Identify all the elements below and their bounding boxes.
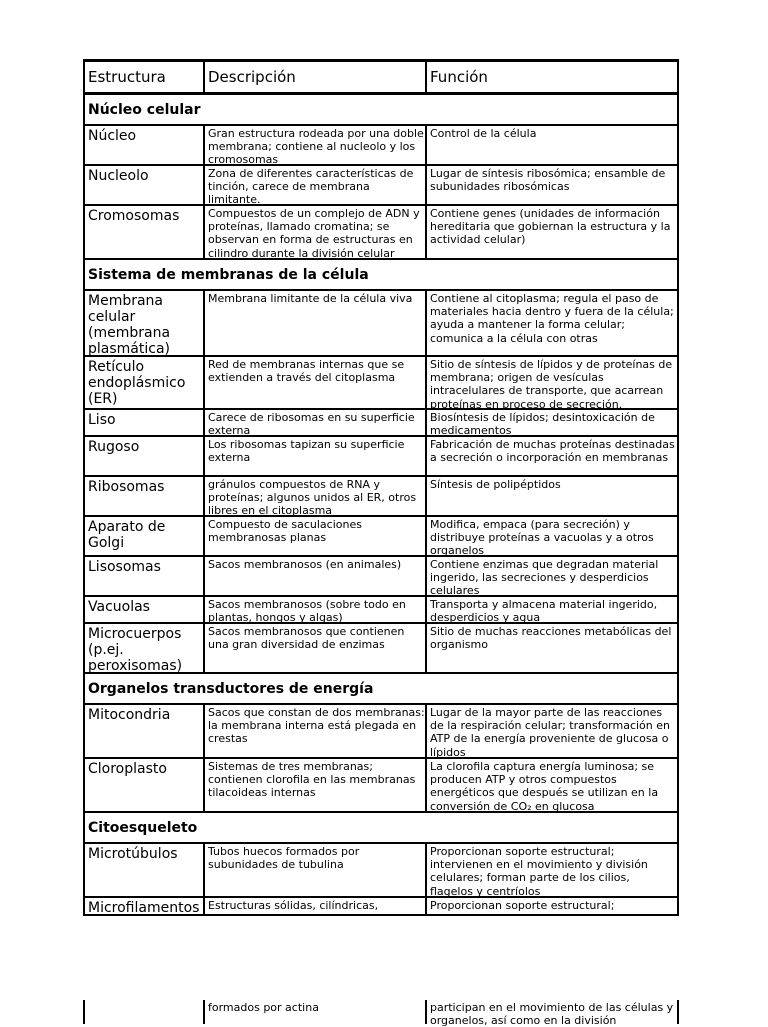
structure-cell: Cromosomas — [85, 206, 205, 258]
function-cell: Modifica, empaca (para secreción) y distribuye proteínas a vacuolas y a otros organelos — [430, 518, 654, 558]
function-cell: Síntesis de polipéptidos — [430, 478, 561, 491]
description-cell: Sistemas de tres membranas; contienen clorofila en las membranas tilacoideas internas — [205, 759, 427, 811]
description-cell: Compuestos de un complejo de ADN y proteínas, llamado cromatina; se observan en forma de estructuras en cilindro durante la división celular — [205, 206, 427, 258]
description-cell: Zona de diferentes características de tinción, carece de membrana limitante. — [205, 166, 427, 204]
description-cell: Los ribosomas tapizan su superficie externa — [205, 437, 427, 475]
structure-cell: Mitocondria — [85, 705, 205, 757]
table-row — [85, 705, 677, 759]
table-continuation-row — [83, 1000, 679, 1027]
table-row — [85, 291, 677, 357]
function-cell: Contiene enzimas que degradan material ingerido, las secreciones y desperdicios celulares — [430, 558, 659, 598]
table-row — [85, 597, 677, 624]
header-description: Descripción — [205, 62, 427, 92]
structure-cell: Ribosomas — [85, 477, 205, 515]
function-cell: Lugar de síntesis ribosómica; ensamble de subunidades ribosómicas — [430, 167, 666, 194]
function-cell: Sitio de muchas reacciones metabólicas del organismo — [430, 625, 672, 652]
structure-cell: Retículo endoplásmico (ER) — [85, 357, 205, 408]
function-cell: Contiene genes (unidades de información hereditaria que gobiernan la estructura y la actividad celular) — [430, 207, 671, 247]
function-cell: La clorofila captura energía luminosa; se producen ATP y otros compuestos energéticos que después se utilizan en la conversión de CO₂ en glucosa — [430, 760, 659, 813]
structure-cell: Nucleolo — [85, 166, 205, 204]
structure-cell: Microfilamentos — [85, 898, 205, 914]
table-row — [85, 357, 677, 410]
structure-cell: Vacuolas — [85, 597, 205, 622]
description-cell: Sacos membranosos que contienen una gran diversidad de enzimas — [205, 624, 427, 672]
function-cell: Lugar de la mayor parte de las reacciones de la respiración celular; transformación en ATP de la energía proveniente de glucosa o lípidos — [430, 706, 670, 759]
table-body — [85, 95, 677, 914]
description-cell: Membrana limitante de la célula viva — [205, 291, 427, 355]
section-header: Citoesqueleto — [85, 813, 677, 844]
structure-cell: Lisosomas — [85, 557, 205, 595]
table-header — [85, 62, 677, 95]
function-cell: Fabricación de muchas proteínas destinadas a secreción o incorporación en membranas — [430, 438, 675, 465]
description-cell: formados por actina — [205, 1000, 427, 1024]
structure-cell: Núcleo — [85, 126, 205, 164]
table-row — [85, 624, 677, 674]
description-cell: Sacos membranosos (en animales) — [205, 557, 427, 595]
table-row — [85, 166, 677, 206]
structure-cell: Cloroplasto — [85, 759, 205, 811]
description-cell: Carece de ribosomas en su superficie externa — [205, 410, 427, 435]
description-cell: Red de membranas internas que se extienden a través del citoplasma — [205, 357, 427, 408]
function-cell: Proporcionan soporte estructural; intervienen en el movimiento y división celulares; forman parte de los cilios, flagelos y centríolos — [430, 845, 648, 898]
table-row — [85, 437, 677, 477]
description-cell: Compuesto de saculaciones membranosas planas — [205, 517, 427, 555]
table-row — [85, 844, 677, 898]
description-cell: Sacos que constan de dos membranas: la membrana interna está plegada en crestas — [205, 705, 427, 757]
structure-cell: Membrana celular (membrana plasmática) — [85, 291, 205, 355]
description-cell: gránulos compuestos de RNA y proteínas; algunos unidos al ER, otros libres en el citoplasma — [205, 477, 427, 515]
structure-cell: Aparato de Golgi — [85, 517, 205, 555]
structure-cell: Microtúbulos — [85, 844, 205, 896]
section-header: Núcleo celular — [85, 95, 677, 126]
function-cell: Sitio de síntesis de lípidos y de proteínas de membrana; origen de vesículas intracelulares de transporte, que acarrean proteínas en proceso de secreción. — [430, 358, 673, 411]
table-row — [85, 898, 677, 914]
function-cell: Proporcionan soporte estructural; — [430, 899, 615, 912]
section-header: Organelos transductores de energía — [85, 674, 677, 705]
table-row — [85, 759, 677, 813]
structure-cell — [85, 1000, 205, 1024]
function-cell: Control de la célula — [430, 127, 537, 140]
description-cell: Gran estructura rodeada por una doble membrana; contiene al nucleolo y los cromosomas — [205, 126, 427, 164]
description-cell: Sacos membranosos (sobre todo en plantas, hongos y algas) — [205, 597, 427, 622]
function-cell: Biosíntesis de lípidos; desintoxicación de medicamentos — [430, 411, 655, 438]
structure-cell: Liso — [85, 410, 205, 435]
description-cell: Estructuras sólidas, cilíndricas, — [205, 898, 427, 914]
table-row — [85, 410, 677, 437]
table-row — [85, 557, 677, 597]
description-cell: Tubos huecos formados por subunidades de tubulina — [205, 844, 427, 896]
structure-cell: Microcuerpos (p.ej. peroxisomas) — [85, 624, 205, 672]
table-row — [85, 517, 677, 557]
table-row — [85, 126, 677, 166]
cell-structure-table — [83, 59, 679, 916]
structure-cell: Rugoso — [85, 437, 205, 475]
function-cell: participan en el movimiento de las células y organelos, así como en la división — [430, 1001, 674, 1027]
header-structure: Estructura — [85, 62, 205, 92]
header-function: Función — [430, 68, 488, 86]
section-header: Sistema de membranas de la célula — [85, 260, 677, 291]
table-row — [85, 206, 677, 260]
function-cell: Contiene al citoplasma; regula el paso de materiales hacia dentro y fuera de la célula; ayuda a mantener la forma celular; comunica a la célula con otras — [430, 292, 674, 345]
function-cell: Transporta y almacena material ingerido, desperdicios y agua — [430, 598, 658, 625]
table-row — [85, 477, 677, 517]
